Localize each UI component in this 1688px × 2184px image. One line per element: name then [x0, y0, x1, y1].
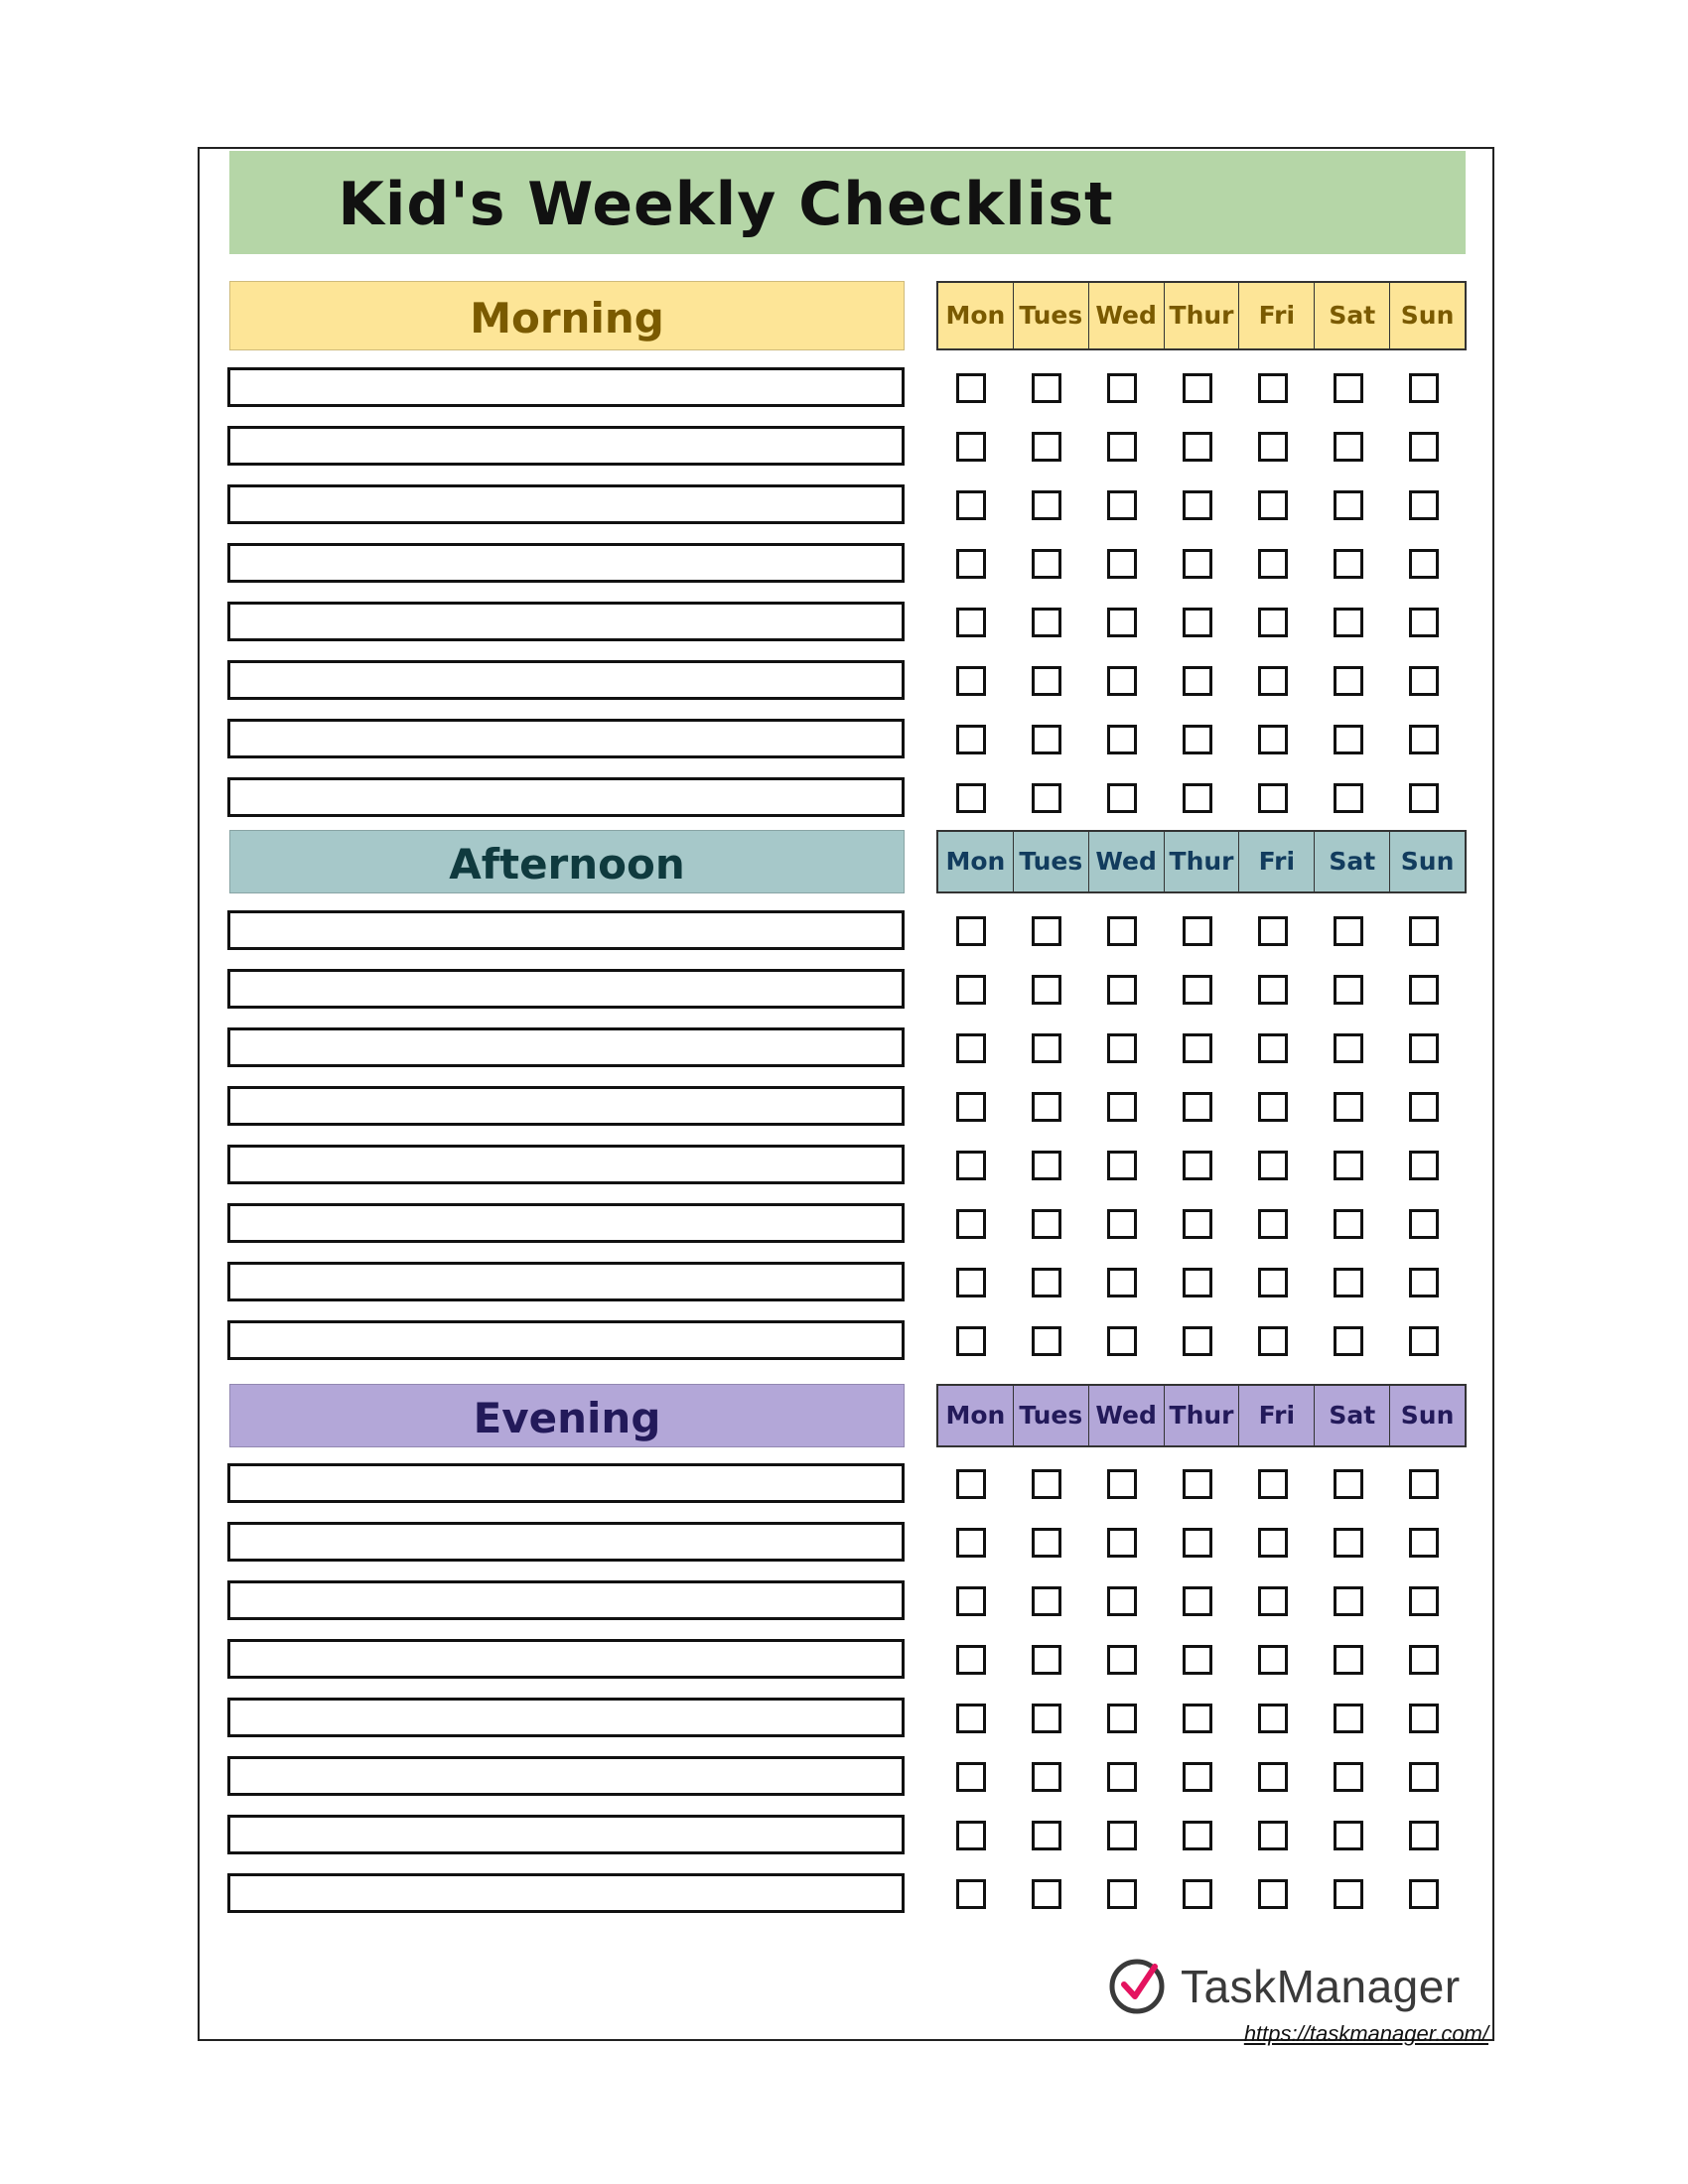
day-checkbox[interactable] [1334, 725, 1363, 754]
day-checkbox[interactable] [956, 1879, 986, 1909]
day-header-row [936, 281, 1467, 350]
day-checkbox[interactable] [1334, 916, 1363, 946]
day-checkbox[interactable] [1183, 1586, 1212, 1616]
day-checkbox[interactable] [1334, 1762, 1363, 1792]
day-checkbox[interactable] [1258, 1645, 1288, 1675]
day-checkbox[interactable] [1183, 1469, 1212, 1499]
day-checkbox[interactable] [1107, 975, 1137, 1005]
day-checkbox[interactable] [1183, 783, 1212, 813]
day-label: Sat [1314, 832, 1389, 891]
day-checkbox[interactable] [1183, 725, 1212, 754]
day-checkbox[interactable] [1334, 666, 1363, 696]
day-checkbox[interactable] [1334, 1268, 1363, 1297]
day-checkbox[interactable] [1409, 490, 1439, 520]
brand-logo [1107, 1952, 1461, 2021]
day-checkbox[interactable] [1107, 608, 1137, 637]
day-checkbox[interactable] [956, 725, 986, 754]
day-checkbox[interactable] [1032, 608, 1061, 637]
day-checkbox[interactable] [1334, 1528, 1363, 1558]
day-checkbox[interactable] [1183, 1821, 1212, 1850]
day-checkbox[interactable] [1258, 1762, 1288, 1792]
day-checkbox[interactable] [1409, 975, 1439, 1005]
day-checkbox[interactable] [956, 490, 986, 520]
task-input[interactable] [227, 1756, 905, 1796]
day-checkbox[interactable] [1107, 1762, 1137, 1792]
day-checkbox[interactable] [1334, 1326, 1363, 1356]
day-checkbox[interactable] [956, 1268, 986, 1297]
day-checkbox[interactable] [956, 1821, 986, 1850]
task-input[interactable] [227, 1580, 905, 1620]
task-input[interactable] [227, 1027, 905, 1067]
task-input[interactable] [227, 426, 905, 466]
day-checkbox[interactable] [1409, 608, 1439, 637]
day-checkbox[interactable] [1258, 1326, 1288, 1356]
section-header-1: Afternoon [229, 830, 905, 893]
day-label: Mon [945, 847, 1006, 876]
day-checkbox[interactable] [1409, 1033, 1439, 1063]
day-checkbox[interactable] [1183, 549, 1212, 579]
task-input[interactable] [227, 910, 905, 950]
day-checkbox[interactable] [1258, 1586, 1288, 1616]
day-checkbox[interactable] [1258, 1469, 1288, 1499]
task-input[interactable] [227, 1815, 905, 1854]
day-label: Wed [1088, 832, 1164, 891]
day-checkbox[interactable] [1183, 432, 1212, 462]
day-label: Sun [1389, 283, 1465, 348]
task-input[interactable] [227, 1522, 905, 1562]
day-checkbox[interactable] [1032, 1268, 1061, 1297]
day-checkbox[interactable] [1032, 1645, 1061, 1675]
day-checkbox[interactable] [1409, 725, 1439, 754]
day-label: Fri [1238, 1386, 1314, 1445]
task-input[interactable] [227, 969, 905, 1009]
day-checkbox[interactable] [1032, 373, 1061, 403]
day-label: Mon [945, 301, 1006, 330]
task-input[interactable] [227, 777, 905, 817]
day-label: Sat [1314, 283, 1389, 348]
day-checkbox[interactable] [1032, 1151, 1061, 1180]
day-checkbox[interactable] [1258, 1821, 1288, 1850]
day-checkbox[interactable] [1258, 975, 1288, 1005]
day-checkbox[interactable] [1107, 490, 1137, 520]
day-checkbox[interactable] [1334, 1586, 1363, 1616]
day-checkbox[interactable] [1107, 1326, 1137, 1356]
task-input[interactable] [227, 1320, 905, 1360]
day-checkbox[interactable] [1409, 1879, 1439, 1909]
day-checkbox[interactable] [956, 1528, 986, 1558]
day-checkbox[interactable] [1258, 1209, 1288, 1239]
day-checkbox[interactable] [1107, 1821, 1137, 1850]
checklist-sheet [198, 147, 1494, 2046]
task-input[interactable] [227, 1698, 905, 1737]
day-checkbox[interactable] [1258, 1704, 1288, 1733]
day-checkbox[interactable] [1334, 1645, 1363, 1675]
day-checkbox[interactable] [1032, 1469, 1061, 1499]
day-checkbox[interactable] [1409, 783, 1439, 813]
day-checkbox[interactable] [1409, 373, 1439, 403]
day-label: Tues [1013, 1386, 1088, 1445]
day-checkbox[interactable] [1334, 1033, 1363, 1063]
day-label: Sun [1389, 1386, 1465, 1445]
day-checkbox[interactable] [1107, 1209, 1137, 1239]
task-input[interactable] [227, 660, 905, 700]
day-checkbox[interactable] [1334, 1209, 1363, 1239]
day-checkbox[interactable] [1183, 1092, 1212, 1122]
section-header-0: Morning [229, 281, 905, 350]
day-checkbox[interactable] [1032, 1762, 1061, 1792]
day-checkbox[interactable] [956, 916, 986, 946]
day-checkbox[interactable] [1334, 783, 1363, 813]
day-checkbox[interactable] [1334, 975, 1363, 1005]
day-checkbox[interactable] [1258, 373, 1288, 403]
task-input[interactable] [227, 1463, 905, 1503]
day-checkbox[interactable] [1409, 1209, 1439, 1239]
day-checkbox[interactable] [1183, 1268, 1212, 1297]
day-checkbox[interactable] [1183, 373, 1212, 403]
day-checkbox[interactable] [1409, 1821, 1439, 1850]
task-input[interactable] [227, 543, 905, 583]
day-checkbox[interactable] [1183, 608, 1212, 637]
day-checkbox[interactable] [956, 1209, 986, 1239]
day-checkbox[interactable] [1334, 432, 1363, 462]
day-checkbox[interactable] [1409, 1151, 1439, 1180]
day-checkbox[interactable] [956, 1326, 986, 1356]
day-checkbox[interactable] [1107, 725, 1137, 754]
day-label: Tues [1013, 283, 1088, 348]
day-label: Sat [1314, 1386, 1389, 1445]
day-checkbox[interactable] [1183, 1645, 1212, 1675]
day-checkbox[interactable] [1107, 1528, 1137, 1558]
day-checkbox[interactable] [1334, 1704, 1363, 1733]
task-input[interactable] [227, 1873, 905, 1913]
day-checkbox[interactable] [1032, 1704, 1061, 1733]
task-input[interactable] [227, 1086, 905, 1126]
day-checkbox[interactable] [1183, 1879, 1212, 1909]
task-input[interactable] [227, 484, 905, 524]
day-checkbox[interactable] [1409, 1268, 1439, 1297]
day-checkbox[interactable] [1409, 916, 1439, 946]
day-checkbox[interactable] [1258, 1879, 1288, 1909]
day-checkbox[interactable] [1107, 1645, 1137, 1675]
day-checkbox[interactable] [956, 549, 986, 579]
day-checkbox[interactable] [1258, 783, 1288, 813]
day-checkbox[interactable] [1032, 549, 1061, 579]
day-checkbox[interactable] [1334, 549, 1363, 579]
day-checkbox[interactable] [1032, 1879, 1061, 1909]
day-checkbox[interactable] [1032, 975, 1061, 1005]
day-checkbox[interactable] [1409, 1645, 1439, 1675]
day-checkbox[interactable] [1107, 1586, 1137, 1616]
day-checkbox[interactable] [1032, 1528, 1061, 1558]
day-checkbox[interactable] [1032, 1033, 1061, 1063]
day-checkbox[interactable] [1107, 1151, 1137, 1180]
day-checkbox[interactable] [1334, 1821, 1363, 1850]
day-checkbox[interactable] [1258, 432, 1288, 462]
day-checkbox[interactable] [1258, 1268, 1288, 1297]
day-checkbox[interactable] [1334, 608, 1363, 637]
day-checkbox[interactable] [956, 432, 986, 462]
day-checkbox[interactable] [1107, 549, 1137, 579]
day-checkbox[interactable] [1032, 432, 1061, 462]
day-checkbox[interactable] [956, 1586, 986, 1616]
day-checkbox[interactable] [1258, 666, 1288, 696]
day-checkbox[interactable] [1032, 783, 1061, 813]
day-label: Thur [1164, 283, 1239, 348]
day-checkbox[interactable] [1183, 1704, 1212, 1733]
task-input[interactable] [227, 1145, 905, 1184]
day-label: Fri [1238, 283, 1314, 348]
day-checkbox[interactable] [956, 1645, 986, 1675]
day-checkbox[interactable] [1032, 1326, 1061, 1356]
day-checkbox[interactable] [1409, 1326, 1439, 1356]
task-input[interactable] [227, 1262, 905, 1301]
day-checkbox[interactable] [1409, 666, 1439, 696]
day-header-row [936, 830, 1467, 893]
day-checkbox[interactable] [1258, 725, 1288, 754]
day-checkbox[interactable] [1183, 1326, 1212, 1356]
day-checkbox[interactable] [1409, 1092, 1439, 1122]
day-checkbox[interactable] [1032, 916, 1061, 946]
day-label: Wed [1088, 283, 1164, 348]
day-label: Mon [945, 1401, 1006, 1430]
day-checkbox[interactable] [956, 1469, 986, 1499]
day-checkbox[interactable] [1334, 1469, 1363, 1499]
task-input[interactable] [227, 1639, 905, 1679]
day-checkbox[interactable] [1409, 1586, 1439, 1616]
day-checkbox[interactable] [956, 975, 986, 1005]
day-label: Wed [1088, 1386, 1164, 1445]
day-checkbox[interactable] [1183, 490, 1212, 520]
day-checkbox[interactable] [956, 1092, 986, 1122]
day-checkbox[interactable] [1258, 1033, 1288, 1063]
section-header-2: Evening [229, 1384, 905, 1447]
page-title: Kid's Weekly Checklist [338, 170, 1114, 239]
day-checkbox[interactable] [1032, 1586, 1061, 1616]
day-checkbox[interactable] [1183, 1033, 1212, 1063]
day-checkbox[interactable] [1183, 975, 1212, 1005]
day-checkbox[interactable] [1107, 1704, 1137, 1733]
day-checkbox[interactable] [1107, 1879, 1137, 1909]
day-checkbox[interactable] [1183, 1209, 1212, 1239]
day-checkbox[interactable] [1107, 1268, 1137, 1297]
day-checkbox[interactable] [1107, 1033, 1137, 1063]
day-checkbox[interactable] [1334, 1879, 1363, 1909]
task-input[interactable] [227, 602, 905, 641]
day-checkbox[interactable] [1107, 783, 1137, 813]
day-checkbox[interactable] [1258, 916, 1288, 946]
day-checkbox[interactable] [1409, 1528, 1439, 1558]
day-checkbox[interactable] [1107, 432, 1137, 462]
brand-name: TaskManager [1181, 1961, 1461, 2012]
check-circle-icon [1107, 1957, 1167, 2016]
day-checkbox[interactable] [1032, 490, 1061, 520]
day-label: Thur [1164, 832, 1239, 891]
task-input[interactable] [227, 719, 905, 758]
day-checkbox[interactable] [956, 666, 986, 696]
day-label: Sun [1389, 832, 1465, 891]
day-label: Tues [1013, 832, 1088, 891]
day-checkbox[interactable] [956, 1033, 986, 1063]
day-checkbox[interactable] [1107, 666, 1137, 696]
day-checkbox[interactable] [1032, 725, 1061, 754]
task-input[interactable] [227, 1203, 905, 1243]
day-checkbox[interactable] [1183, 666, 1212, 696]
day-checkbox[interactable] [956, 1704, 986, 1733]
day-checkbox[interactable] [956, 783, 986, 813]
day-checkbox[interactable] [1183, 1762, 1212, 1792]
day-checkbox[interactable] [1334, 490, 1363, 520]
day-header-row [936, 1384, 1467, 1447]
day-checkbox[interactable] [1258, 1151, 1288, 1180]
day-checkbox[interactable] [1409, 549, 1439, 579]
day-checkbox[interactable] [1409, 1704, 1439, 1733]
day-checkbox[interactable] [1032, 1209, 1061, 1239]
day-checkbox[interactable] [956, 608, 986, 637]
day-checkbox[interactable] [1409, 1762, 1439, 1792]
day-checkbox[interactable] [1032, 1821, 1061, 1850]
day-checkbox[interactable] [1107, 1092, 1137, 1122]
day-label: Fri [1238, 832, 1314, 891]
day-checkbox[interactable] [1258, 549, 1288, 579]
day-checkbox[interactable] [1334, 1151, 1363, 1180]
task-input[interactable] [227, 367, 905, 407]
day-checkbox[interactable] [1258, 1092, 1288, 1122]
day-checkbox[interactable] [1107, 373, 1137, 403]
day-checkbox[interactable] [1032, 1092, 1061, 1122]
day-checkbox[interactable] [956, 1151, 986, 1180]
day-checkbox[interactable] [1107, 1469, 1137, 1499]
day-checkbox[interactable] [1107, 916, 1137, 946]
day-checkbox[interactable] [956, 1762, 986, 1792]
day-checkbox[interactable] [1409, 1469, 1439, 1499]
day-checkbox[interactable] [1409, 432, 1439, 462]
title-bar [229, 151, 1466, 254]
brand-url-link[interactable]: https://taskmanager.com/ [1243, 2021, 1488, 2046]
day-checkbox[interactable] [1258, 608, 1288, 637]
day-checkbox[interactable] [956, 373, 986, 403]
day-checkbox[interactable] [1258, 490, 1288, 520]
day-checkbox[interactable] [1258, 1528, 1288, 1558]
day-checkbox[interactable] [1032, 666, 1061, 696]
day-checkbox[interactable] [1334, 1092, 1363, 1122]
day-checkbox[interactable] [1183, 1151, 1212, 1180]
day-checkbox[interactable] [1183, 916, 1212, 946]
day-checkbox[interactable] [1183, 1528, 1212, 1558]
day-label: Thur [1164, 1386, 1239, 1445]
day-checkbox[interactable] [1334, 373, 1363, 403]
